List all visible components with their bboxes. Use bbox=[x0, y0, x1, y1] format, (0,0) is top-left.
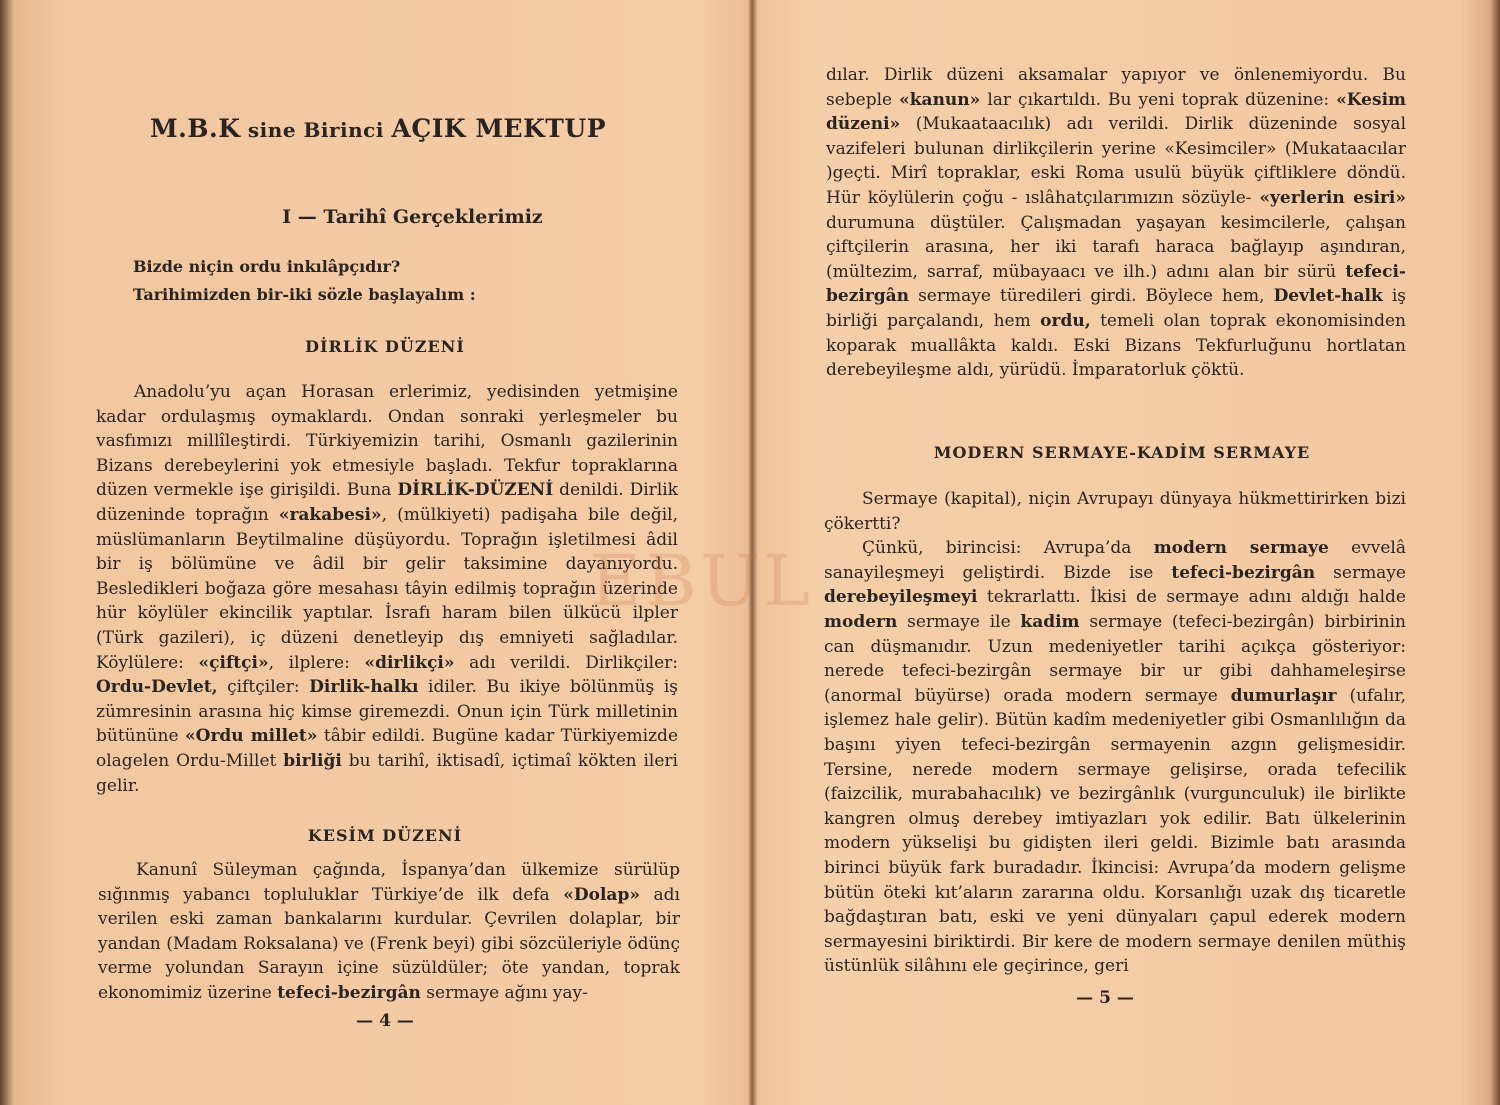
chapter-heading: I — Tarihî Gerçeklerimiz bbox=[282, 206, 543, 228]
right-page bbox=[752, 0, 1500, 1105]
continuation-paragraph: dılar. Dirlik düzeni aksamalar yapıyor ve önlenemiyordu. Bu sebeple «kanun» lar çıkartıldı. Bu yeni toprak düzenine: «Kesim düzeni» (Mukaataacılık) adı verildi. Dirlik düzeninde sosyal vazifeleri bulunan dirlikçilerin yerine «Kesimciler» (Mukataacılar )geçti. Mirî topraklar, eski Roma usulü büyük çiftliklere döndü. Hür köylülerin çoğu - ıslâhatçılarımızın sözüyle- «yerlerin esiri» durumuna düştüler. Çalışmadan yaşayan kesimcilerle, çalışan çiftçilerin arasına, her iki tarafı haraca bağlayıp aşındıran, (mültezim, sarraf, mübayaacı ve ilh.) adını alan bir sürü tefeci-bezirgân sermaye türedileri girdi. Böylece hem, Devlet-halk iş birliği parçalandı, hem ordu, temeli olan toprak ekonomisinden koparak muallâkta kaldı. Eski Bizans Tekfurluğunu hortlatan derebeyileşme aldı, yürüdü. İmparatorluk çöktü. bbox=[826, 65, 1407, 381]
page-number-left: — 4 — bbox=[356, 1011, 414, 1031]
section-heading-modern: MODERN SERMAYE-KADİM SERMAYE bbox=[933, 443, 1311, 462]
kesim-paragraph: Kanunî Süleyman çağında, İspanya’dan ülkemize sürülüp sığınmış yabancı topluluklar Türkiye’de ilk defa «Dolap» adı verilen eski zaman bankalarını kurdular. Çevrilen dolaplar, bir yandan (Madam Roksalana) ve (Frenk beyi) gibi sözcüleriyle ödünç verme yolundan Sarayın içine süzüldüler; öte yandan, toprak ekonomimiz üzerine tefeci-bezirgân sermaye ağını yay- bbox=[98, 860, 680, 1003]
modern-paragraph: Sermaye (kapital), niçin Avrupayı dünyaya hükmettirirken bizi çökertti? Çünkü, birincisi: Avrupa’da modern sermaye evvelâ sanayileşmeyi geliştirdi. Bizde ise tefeci-bezirgân sermaye derebeyileşmeyi tekrarlattı. İkisi de sermaye adını aldığı halde modern sermaye ile kadim sermaye (tefeci-bezirgân) birbirinin can düşmanıdır. Uzun medeniyetler tarihi açıkça gösteriyor: nerede tefeci-bezirgân sermaye bir ur gibi dahhameleşirse (anormal büyürse) orada modern sermaye dumurlaşır (ufalır, işlemez hale gelir). Bütün kadîm medeniyetler gibi Osmanlılığın da başını yiyen tefeci-bezirgân sermayenin azgın gelişmesidir. Tersine, nerede modern sermaye gelişirse, orada tefecilik (faizcilik, murabahacılık) ve bezirgânlık (vurgunculuk) ile birlikte kangren olmuş derebey imtiyazları yok edilir. Batı ülkelerinin modern yükselişi bu gidişten ileri geldi. Bizimle batı arasında birinci büyük fark buradadır. İkincisi: Avrupa’da modern gelişme bütün öteki kıt’aların zararına oldu. Korsanlığı uzak dış ticaretle bağdaştıran batı, eski ve yeni dünyaları çapul ederek modern sermayesini biriktirdi. Bir kere de modern sermaye denilen müthiş üstünlük silâhını ele geçirince, geri bbox=[824, 489, 1407, 977]
page-number-right: — 5 — bbox=[1076, 988, 1134, 1008]
dirlik-paragraph: Anadolu’yu açan Horasan erlerimiz, yedisinden yetmişine kadar ordulaşmış oymaklardı. Ondan sonraki yerleşmeler bu vasfımızı millîleştirdi. Türkiyemizin tarihi, Osmanlı gazilerinin Bizans derebeylerini yok etmesiyle başladı. Tekfur topraklarına düzen vermekle işe girişildi. Buna DİRLİK-DÜZENİ denildi. Dirlik düzeninde toprağın «rakabesi», (mülkiyeti) padişaha bile değil, müslümanların Beytilmaline düşüyordu. Toprağın işletilmesi âdil bir iş bölümüne ve âdil bir gelir taksimine dayanıyordu. Besledikleri boğaza göre mesahası tâyin edilmiş toprağın üzerinde hür köylüler ekincilik yaptılar. İsrafı haram bilen ülkücü ilpler (Türk gazileri), iç düzeni denetleyip dış emniyeti sağladılar. Köylülere: «çiftçi», ilplere: «dirlikçi» adı verildi. Dirlikçiler: Ordu-Devlet, çiftçiler: Dirlik-halkı idiler. Bu ikiye bölünmüş iş zümresinin arasına hiç kimse giremezdi. Onun için Türk milletinin bütününe «Ordu millet» tâbir edildi. Bugüne kadar Türkiyemizde olagelen Ordu-Millet birliği bu tarihî, iktisadî, içtimaî kökten ileri gelir. bbox=[96, 382, 679, 796]
question-1: Bizde niçin ordu inkılâpçıdır? bbox=[133, 257, 401, 276]
title-suffix: AÇIK MEKTUP bbox=[391, 114, 607, 143]
page-title bbox=[150, 114, 606, 143]
title-small: sine Birinci bbox=[240, 118, 392, 142]
watermark: EBUL bbox=[590, 540, 815, 622]
section-heading-kesim: KESİM DÜZENİ bbox=[307, 826, 463, 845]
title-prefix: M.B.K bbox=[150, 114, 241, 143]
section-heading-dirlik: DİRLİK DÜZENİ bbox=[305, 337, 465, 356]
question-2: Tarihimizden bir-iki sözle başlayalım : bbox=[133, 285, 476, 304]
